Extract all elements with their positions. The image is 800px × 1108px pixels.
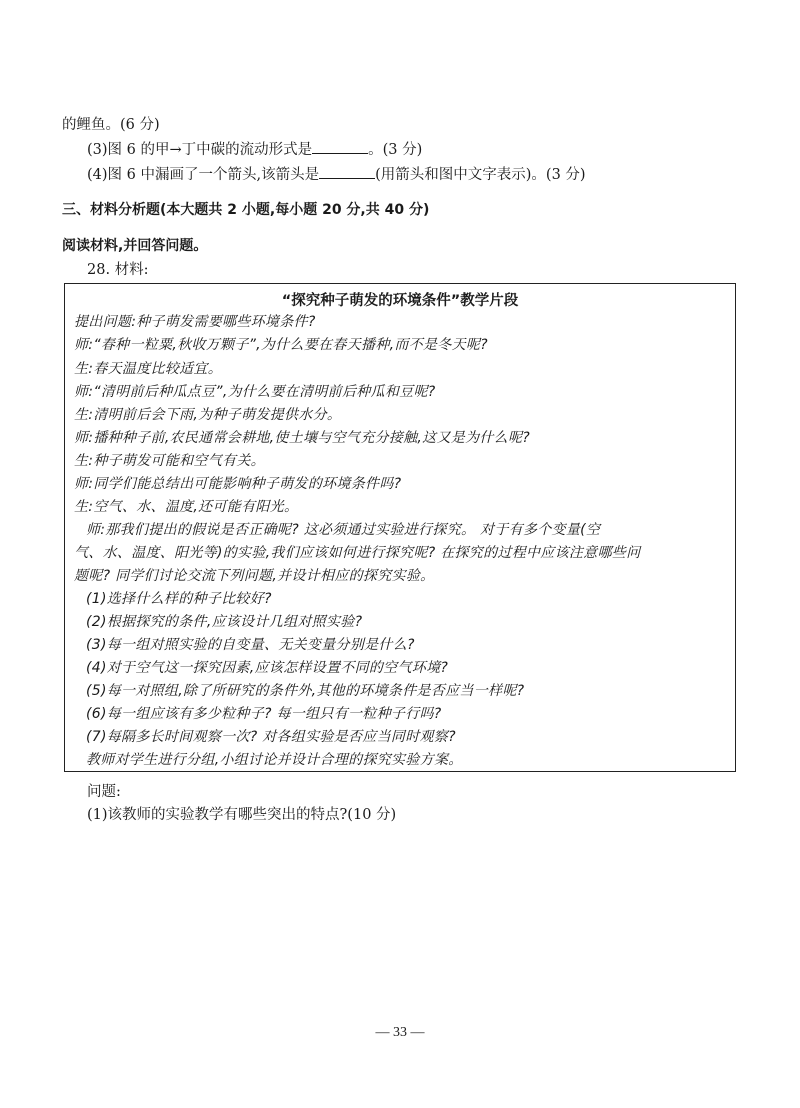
question-3 xyxy=(87,139,422,160)
question-4-text: (4)图 6 中漏画了一个箭头,该箭头是 xyxy=(87,167,320,183)
material-line: 生:清明前后会下雨,为种子萌发提供水分。 xyxy=(74,407,342,423)
material-line: (3)每一组对照实验的自变量、无关变量分别是什么? xyxy=(86,637,415,653)
material-line: 题呢? 同学们讨论交流下列问题,并设计相应的探究实验。 xyxy=(74,568,435,584)
material-title: “探究种子萌发的环境条件”教学片段 xyxy=(281,293,519,309)
section-heading: 三、材料分析题(本大题共 2 小题,每小题 20 分,共 40 分) xyxy=(62,202,430,218)
question-4-points: (用箭头和图中文字表示)。(3 分) xyxy=(375,167,586,183)
material-line: (4)对于空气这一探究因素,应该怎样设置不同的空气环境? xyxy=(86,660,449,676)
material-line: (6)每一组应该有多少粒种子? 每一组只有一粒种子行吗? xyxy=(86,706,442,722)
answer-blank-3 xyxy=(312,139,368,154)
question-3-points: 。(3 分) xyxy=(368,142,423,158)
questions-label: 问题: xyxy=(87,784,121,800)
material-line: 师:同学们能总结出可能影响种子萌发的环境条件吗? xyxy=(74,476,402,492)
question-3-text: (3)图 6 的甲→丁中碳的流动形式是 xyxy=(87,142,313,158)
material-line: 师:“春种一粒粟,秋收万颗子”,为什么要在春天播种,而不是冬天呢? xyxy=(74,337,488,353)
question-28-label: 28. 材料: xyxy=(87,262,149,278)
material-line: 教师对学生进行分组,小组讨论并设计合理的探究实验方案。 xyxy=(86,752,463,768)
question-4 xyxy=(87,164,586,185)
material-line: 气、水、温度、阳光等)的实验,我们应该如何进行探究呢? 在探究的过程中应该注意哪些问 xyxy=(74,545,641,561)
material-line: 师:“清明前后种瓜点豆”,为什么要在清明前后种瓜和豆呢? xyxy=(74,384,436,400)
material-line: 提出问题:种子萌发需要哪些环境条件? xyxy=(74,314,316,330)
section-instruction: 阅读材料,并回答问题。 xyxy=(62,238,208,254)
prev-question-tail: 的鲤鱼。(6 分) xyxy=(62,117,160,133)
material-line: 师:播种种子前,农民通常会耕地,使土壤与空气充分接触,这又是为什么呢? xyxy=(74,430,530,446)
answer-blank-4 xyxy=(319,164,375,179)
question-1: (1)该教师的实验教学有哪些突出的特点?(10 分) xyxy=(87,807,397,823)
material-line: 生:春天温度比较适宜。 xyxy=(74,361,223,377)
material-line: 生:空气、水、温度,还可能有阳光。 xyxy=(74,499,299,515)
material-line: (2)根据探究的条件,应该设计几组对照实验? xyxy=(86,614,363,630)
page-number: — 33 — xyxy=(375,1025,425,1040)
material-line: 生:种子萌发可能和空气有关。 xyxy=(74,453,265,469)
material-line: (1)选择什么样的种子比较好? xyxy=(86,591,272,607)
material-line: (7)每隔多长时间观察一次? 对各组实验是否应当同时观察? xyxy=(86,729,456,745)
material-line: (5)每一对照组,除了所研究的条件外,其他的环境条件是否应当一样呢? xyxy=(86,683,525,699)
material-line: 师:那我们提出的假说是否正确呢? 这必须通过实验进行探究。 对于有多个变量(空 xyxy=(86,522,601,538)
